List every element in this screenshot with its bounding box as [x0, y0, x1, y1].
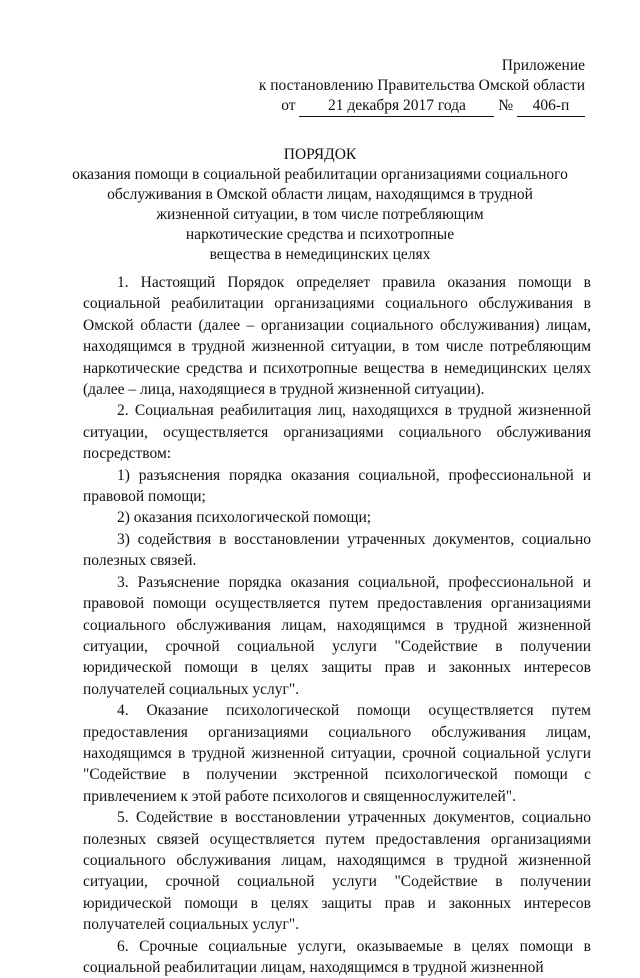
title-line: вещества в немедицинских целях [209, 246, 431, 263]
list-item-1: 1) разъяснения порядка оказания социальной, профессиональной и правовой помощи; [83, 466, 591, 506]
from-label: от [281, 97, 296, 114]
number-label: № [498, 97, 514, 114]
title-line: жизненной ситуации, в том числе потребляющим [156, 206, 484, 223]
paragraph-6: 6. Срочные социальные услуги, оказываемые в целях помощи в социальной реабилитации лицам, находящимся в трудной жизненной [83, 937, 591, 976]
appendix-label: Приложение [501, 57, 585, 74]
paragraph-3: 3. Разъяснение порядка оказания социальной, профессиональной и правовой помощи осуществляется путем предоставления организациями социального обслуживания лицам, находящимся в трудной жизненной ситуации, срочной социальной услуги "Содействие в получении юридической помощи в целях защиты прав и законных интересов получателей социальных услуг". [83, 573, 591, 698]
paragraph-4: 4. Оказание психологической помощи осуществляется путем предоставления организациями социального обслуживания лицам, находящимся в трудной жизненной ситуации, срочной социальной услуги "Содействие в получении экстренной психологической помощи с привлечением к этой работе психологов и священнослужителей". [83, 702, 591, 805]
list-item-2: 2) оказания психологической помощи; [117, 509, 372, 527]
list-item-3: 3) содействия в восстановлении утраченных документов, социально полезных связей. [83, 530, 591, 570]
paragraph-5: 5. Содействие в восстановлении утраченных документов, социально полезных связей осуществляется путем предоставления организациями социального обслуживания лицам, находящимся в трудной жизненной ситуации, срочной социальной услуги "Содействие в получении юридической помощи в целях защиты прав и законных интересов получателей социальных услуг". [83, 809, 591, 934]
document-body [83, 272, 591, 978]
date-number-line [281, 96, 585, 117]
document-date: 21 декабря 2017 года [299, 96, 494, 117]
title-line: наркотические средства и психотропные [185, 226, 455, 243]
title-line: обслуживания в Омской области лицам, находящимся в трудной [107, 186, 533, 203]
paragraph-1: 1. Настоящий Порядок определяет правила оказания помощи в социальной реабилитации организациями социального обслуживания в Омской области (далее – организации социального обслуживания) лицам, находящимся в трудной жизненной ситуации, в том числе потребляющим наркотические средства и психотропные вещества в немедицинских целях (далее – лица, находящиеся в трудной жизненной ситуации). [83, 274, 591, 399]
document-number: 406-п [517, 96, 585, 117]
title-line: оказания помощи в социальной реабилитации организациями социального [72, 166, 568, 183]
paragraph-2: 2. Социальная реабилитация лиц, находящихся в трудной жизненной ситуации, осуществляется организациями социального обслуживания посредством: [83, 402, 591, 463]
document-heading: ПОРЯДОК [283, 146, 357, 163]
resolution-reference: к постановлению Правительства Омской области [258, 77, 585, 94]
